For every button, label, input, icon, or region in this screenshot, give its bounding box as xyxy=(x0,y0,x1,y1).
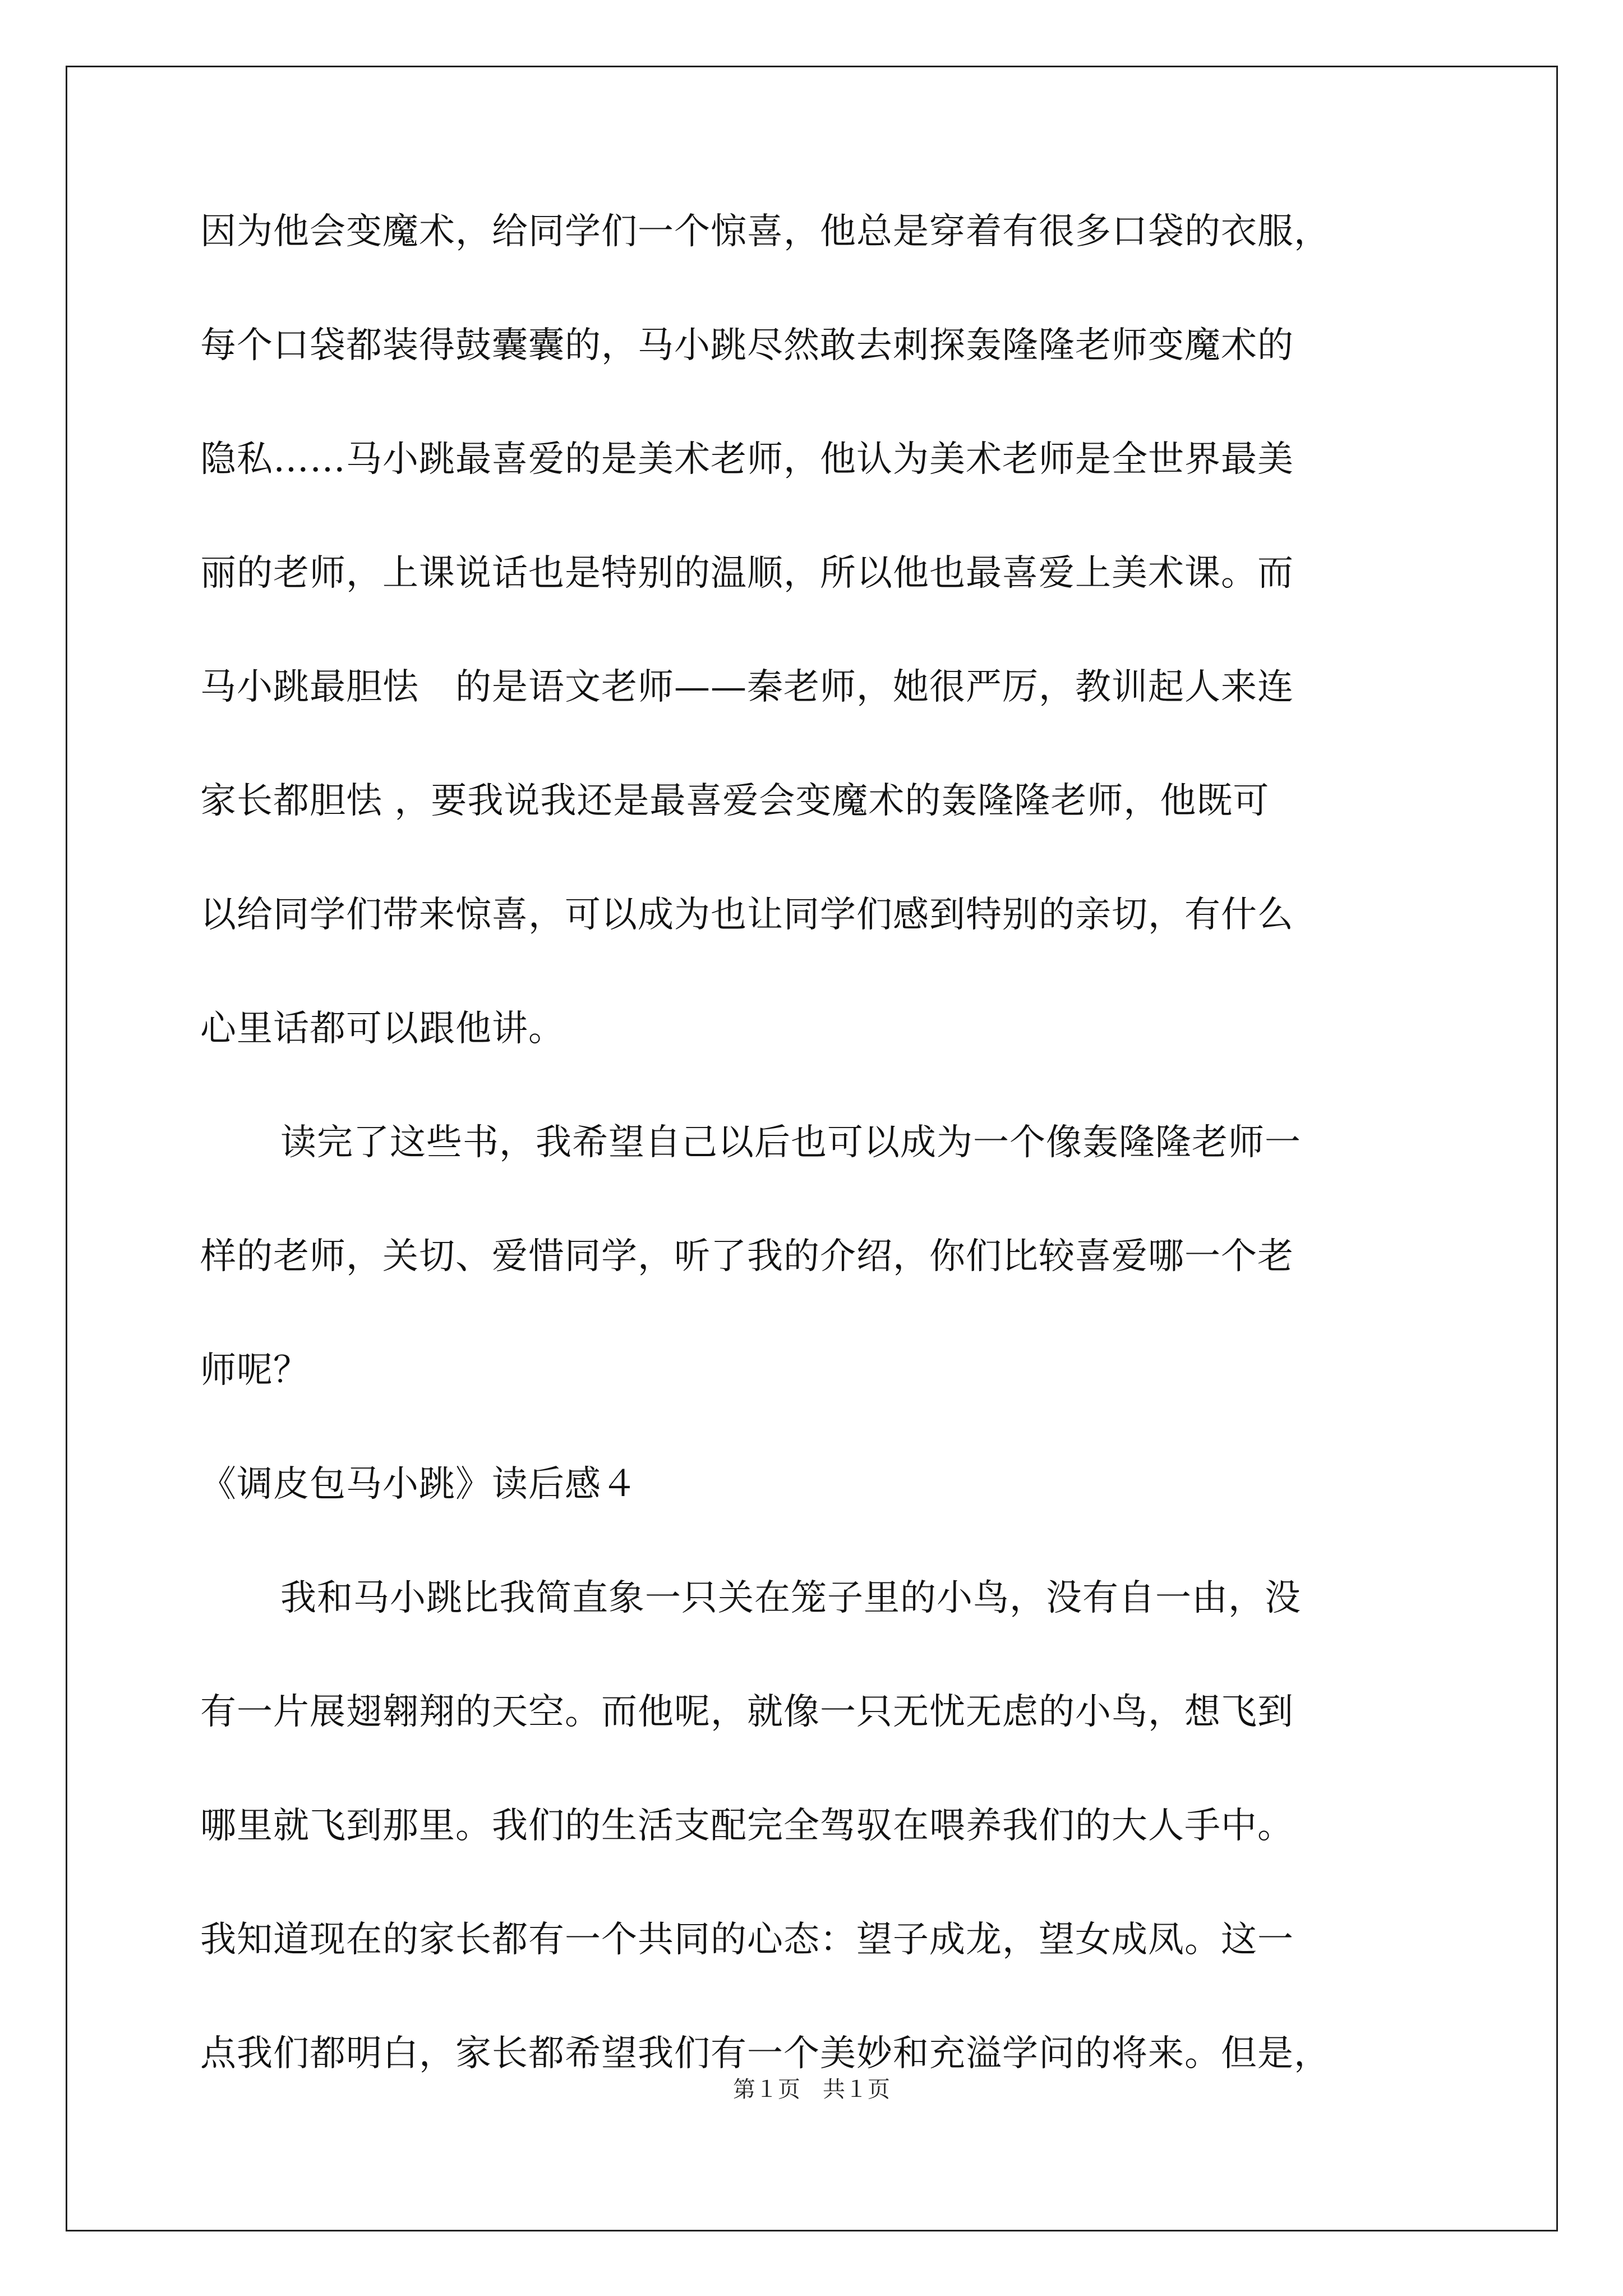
text-line: 心里话都可以跟他讲。 xyxy=(200,1008,565,1050)
text-line: 样的老师，关切、爱惜同学，听了我的介绍，你们比较喜爱哪一个老 xyxy=(200,1236,1294,1277)
text-line: 哪里就飞到那里。我们的生活支配完全驾驭在喂养我们的大人手中。 xyxy=(200,1805,1294,1847)
text-line: 马小跳最胆怯 的是语文老师——秦老师，她很严厉，教训起人来连 xyxy=(200,666,1294,708)
text-line: 以给同学们带来惊喜，可以成为也让同学们感到特别的亲切，有什么 xyxy=(200,894,1294,936)
text-line: 有一片展翅翱翔的天空。而他呢，就像一只无忧无虑的小鸟，想飞到 xyxy=(200,1691,1294,1733)
text-line: 点我们都明白，家长都希望我们有一个美妙和充溢学问的将来。但是， xyxy=(200,2033,1330,2074)
paragraph-start-line: 我和马小跳比我简直象一只关在笼子里的小鸟，没有自一由，没 xyxy=(280,1577,1301,1619)
text-line: 每个口袋都装得鼓囊囊的，马小跳尽然敢去刺探轰隆隆老师变魔术的 xyxy=(200,325,1294,366)
section-heading: 《调皮包马小跳》读后感４ xyxy=(200,1464,638,1505)
page-footer: 第１页 共１页 xyxy=(733,2077,890,2102)
text-line: 隐私……马小跳最喜爱的是美术老师，他认为美术老师是全世界最美 xyxy=(200,439,1294,480)
text-line: 家长都胆怯 ，要我说我还是最喜爱会变魔术的轰隆隆老师，他既可 xyxy=(200,780,1270,822)
text-line: 师呢？ xyxy=(200,1350,310,1391)
paragraph-start-line: 读完了这些书，我希望自己以后也可以成为一个像轰隆隆老师一 xyxy=(280,1122,1301,1163)
text-line: 丽的老师，上课说话也是特别的温顺，所以他也最喜爱上美术课。而 xyxy=(200,553,1294,594)
text-line: 因为他会变魔术，给同学们一个惊喜，他总是穿着有很多口袋的衣服， xyxy=(200,211,1330,252)
text-line: 我知道现在的家长都有一个共同的心态：望子成龙，望女成凤。这一 xyxy=(200,1919,1294,1961)
